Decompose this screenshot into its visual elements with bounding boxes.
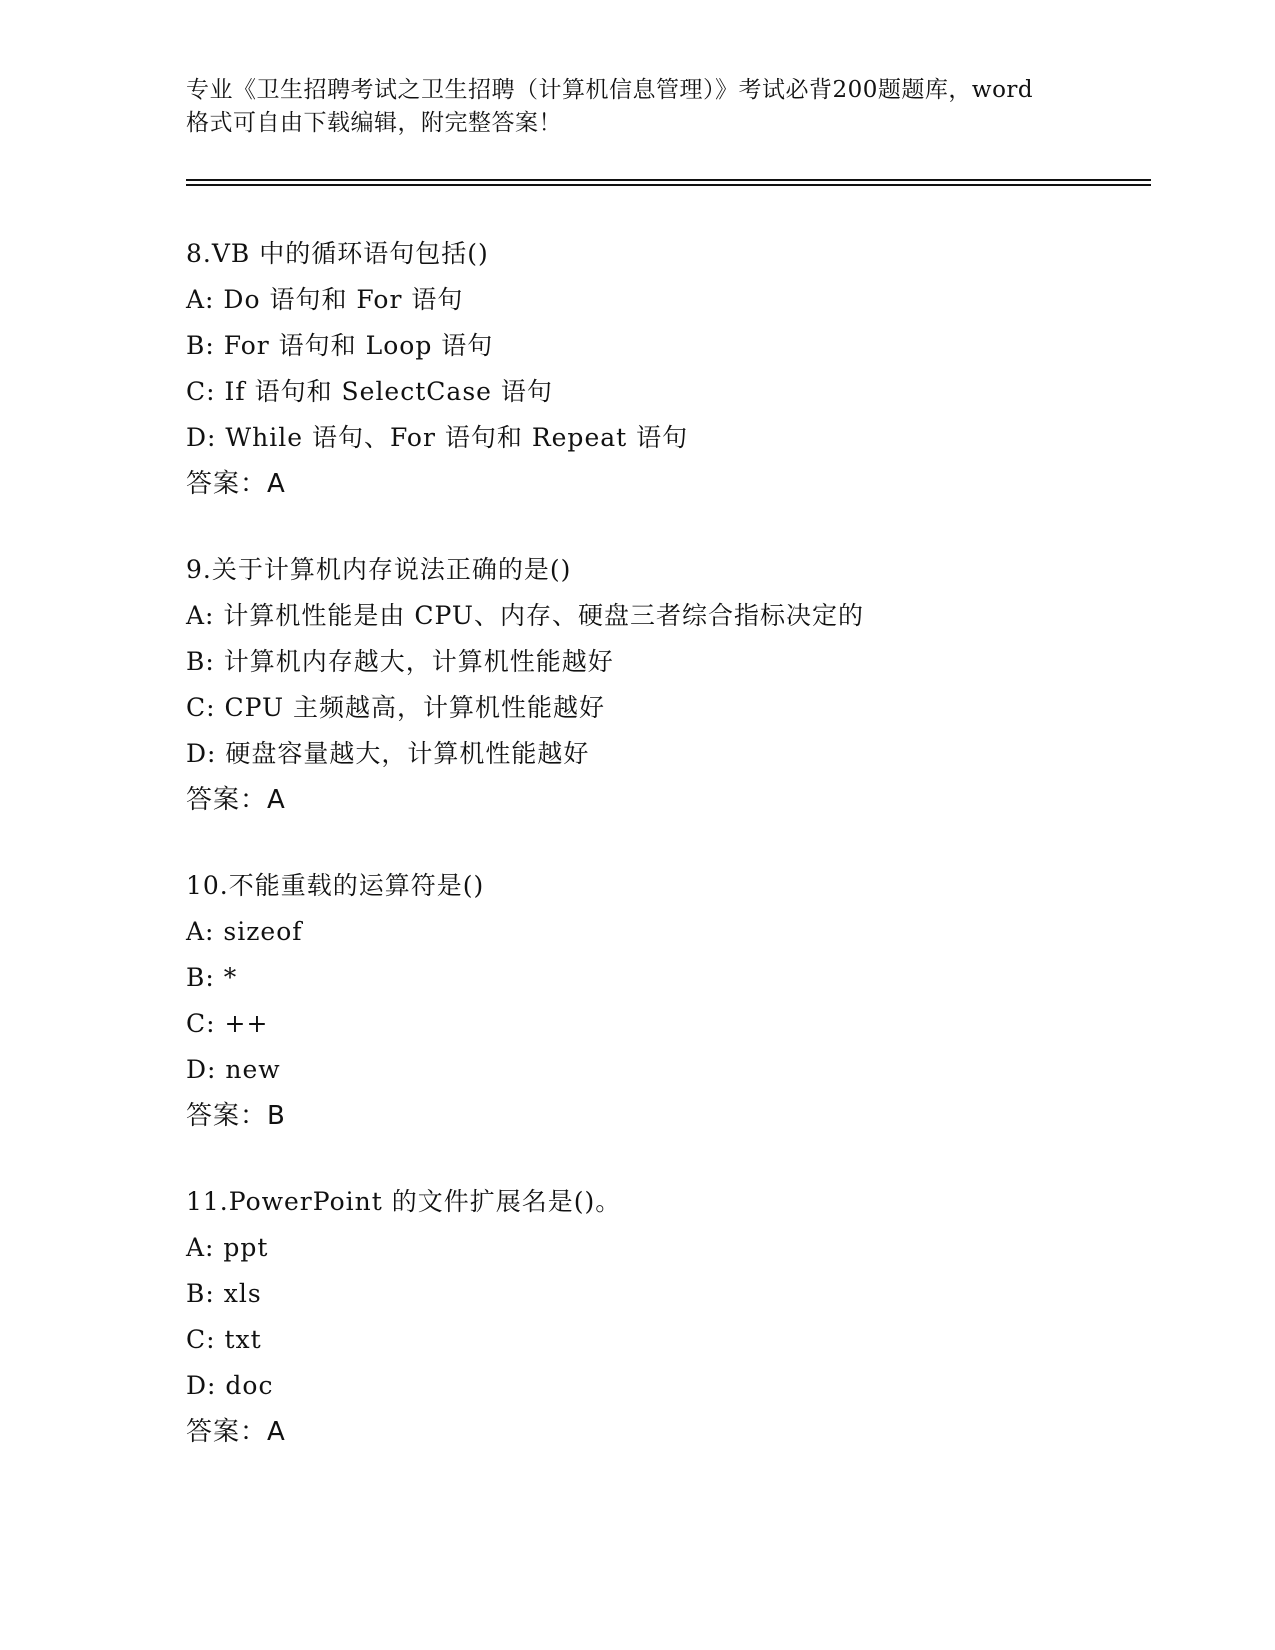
question-block: [186, 1179, 1151, 1455]
question-stem: 9.关于计算机内存说法正确的是(): [186, 555, 572, 584]
question-stem: 10.不能重载的运算符是(): [186, 871, 485, 900]
option-d: D: new: [186, 1055, 281, 1084]
option-d: D: 硬盘容量越大，计算机性能越好: [186, 739, 590, 768]
answer-line: 答案：A: [186, 469, 286, 499]
option-b: B: *: [186, 963, 238, 992]
question-stem: 11.PowerPoint 的文件扩展名是()。: [186, 1187, 622, 1216]
option-b: B: xls: [186, 1279, 262, 1308]
header-divider-top: [186, 179, 1151, 181]
option-d: D: While 语句、For 语句和 Repeat 语句: [186, 423, 689, 452]
document-header: 专业《卫生招聘考试之卫生招聘（计算机信息管理）》考试必背200题题库，word 格式可自由下载编辑，附完整答案！: [186, 77, 1034, 136]
option-c: C: txt: [186, 1325, 262, 1354]
option-d: D: doc: [186, 1371, 274, 1400]
option-c: C: CPU 主频越高，计算机性能越好: [186, 693, 606, 722]
question-stem: 8.VB 中的循环语句包括(): [186, 239, 489, 268]
question-block: [186, 547, 1151, 823]
document-page: [186, 0, 1151, 1650]
answer-line: 答案：A: [186, 785, 286, 815]
option-b: B: 计算机内存越大，计算机性能越好: [186, 647, 614, 676]
question-block: [186, 863, 1151, 1139]
option-c: C: If 语句和 SelectCase 语句: [186, 377, 553, 406]
question-block: [186, 231, 1151, 507]
option-a: A: 计算机性能是由 CPU、内存、硬盘三者综合指标决定的: [186, 601, 864, 630]
answer-line: 答案：A: [186, 1417, 286, 1447]
option-a: A: Do 语句和 For 语句: [186, 285, 464, 314]
header-divider-bottom: [186, 184, 1151, 186]
option-a: A: sizeof: [186, 917, 303, 946]
option-c: C: ++: [186, 1009, 269, 1038]
option-b: B: For 语句和 Loop 语句: [186, 331, 494, 360]
answer-line: 答案：B: [186, 1101, 286, 1131]
option-a: A: ppt: [186, 1233, 269, 1262]
